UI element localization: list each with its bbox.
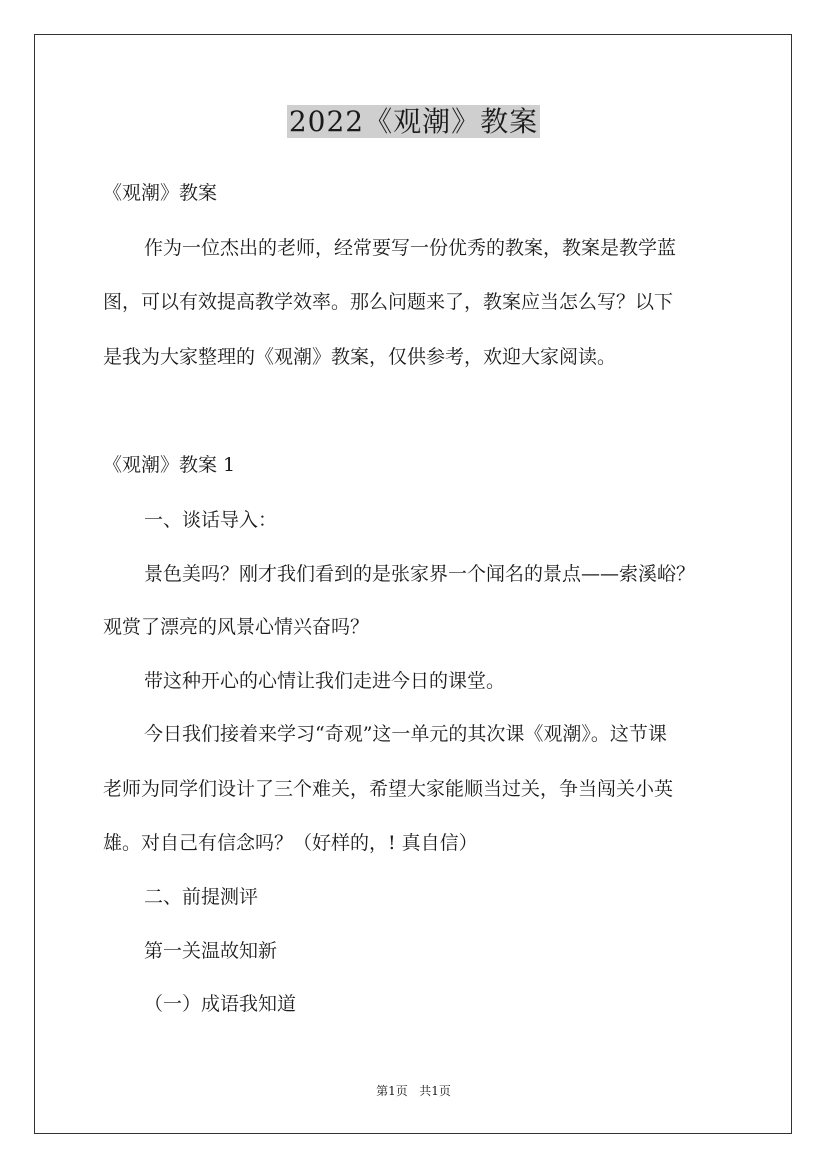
- document-title: 2022《观潮》教案: [288, 105, 539, 138]
- intro-line-2: 图，可以有效提高教学效率。那么问题来了，教案应当怎么写？以下: [103, 291, 674, 313]
- body-line-3: 观赏了漂亮的风景心情兴奋吗？: [103, 616, 370, 638]
- page-footer: [0, 1083, 827, 1099]
- body-line-9: 第一关温故知新: [144, 940, 278, 962]
- body-line-7: 雄。对自己有信念吗？（好样的，! 真自信）: [103, 832, 478, 854]
- page-number: 第1页 共1页: [376, 1084, 451, 1098]
- body-line-10: （一）成语我知道: [144, 993, 297, 1015]
- intro-line-3: 是我为大家整理的《观潮》教案，仅供参考，欢迎大家阅读。: [103, 346, 617, 368]
- body-line-1: 一、谈话导入：: [144, 509, 278, 531]
- document-subtitle: 《观潮》教案: [103, 182, 218, 204]
- body-line-2: 景色美吗？刚才我们看到的是张家界一个闻名的景点——索溪峪？: [144, 563, 696, 585]
- intro-line-1: 作为一位杰出的老师，经常要写一份优秀的教案，教案是教学蓝: [144, 237, 677, 259]
- section-title: 《观潮》教案 1: [103, 454, 236, 476]
- body-line-8: 二、前提测评: [144, 886, 259, 908]
- body-line-5: 今日我们接着来学习“奇观”这一单元的其次课《观潮》。这节课: [144, 723, 667, 745]
- body-line-6: 老师为同学们设计了三个难关，希望大家能顺当过关，争当闯关小英: [103, 778, 674, 800]
- body-line-4: 带这种开心的心情让我们走进今日的课堂。: [144, 670, 506, 692]
